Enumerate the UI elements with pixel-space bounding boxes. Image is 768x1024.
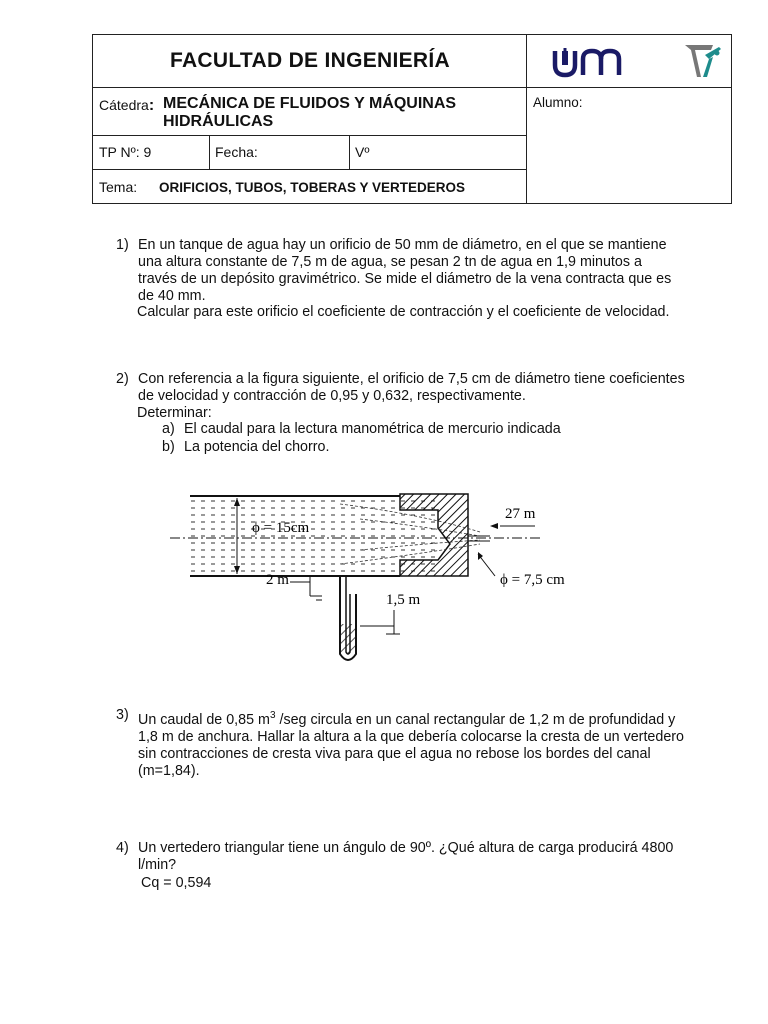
problem-2-text [138,371,730,405]
divider [349,135,350,169]
problem-4-coefficient: Cq = 0,594 [141,875,212,891]
orifice-figure [160,484,580,674]
problem-1-number: 1) [116,237,129,253]
catedra-line-1: MECÁNICA DE FLUIDOS Y MÁQUINAS [163,95,457,112]
problem-3-number: 3) [116,707,129,723]
orifice-diameter-label: ϕ = 7,5 cm [500,572,565,588]
problem-2-number: 2) [116,371,129,387]
faculty-title: FACULTAD DE INGENIERÍA [170,49,450,72]
tema-label: Tema: [99,179,138,195]
catedra-line-2: HIDRÁULICAS [163,113,274,130]
text-line: sin contracciones de cresta viva para que el agua no rebose los bordes del canal [138,745,651,762]
text-line: 1,8 m de anchura. Hallar la altura a la que debería colocarse la cresta de un vertedero [138,728,684,745]
text-line: Con referencia a la figura siguiente, el orificio de 7,5 cm de diámetro tiene coeficientes [138,371,685,387]
pipe-diameter-label: ϕ = 15cm [252,520,310,536]
text-line: de velocidad y contracción de 0,95 y 0,632, respectivamente. [138,388,526,404]
text-line: l/min? [138,857,177,873]
text-line: través de un depósito gravimétrico. Se mide el diámetro de la vena contracta que es [138,271,672,287]
tp-label: TP Nº: 9 [99,144,152,160]
faculty-logo [683,43,723,81]
height-1-5m-label: 1,5 m [386,592,421,608]
item-b-text: La potencia del chorro. [184,439,330,455]
text-line: de 40 mm. [138,288,206,304]
divider [209,135,210,169]
height-27-label: 27 m [505,506,536,522]
item-a-label: a) [162,421,175,437]
item-a-text: El caudal para la lectura manométrica de mercurio indicada [184,421,561,437]
header-table [92,34,732,204]
catedra-value [163,95,523,131]
height-2m-label: 2 m [266,572,289,588]
visto-label: Vº [355,144,370,160]
alumno-label: Alumno: [533,95,583,110]
university-logo [551,45,635,79]
problem-4-text [138,840,730,874]
divider [93,87,731,88]
tema-value: ORIFICIOS, TUBOS, TOBERAS Y VERTEDEROS [159,180,466,195]
fecha-label: Fecha: [215,144,258,160]
text-line: En un tanque de agua hay un orificio de 50 mm de diámetro, en el que se mantiene [138,237,667,253]
text-line: una altura constante de 7,5 m de agua, se pesan 2 tn de agua en 1,9 minutos a [138,254,642,270]
problem-3-text [138,707,730,780]
problem-1-text [138,237,730,305]
catedra-label: Cátedra: [99,97,155,114]
text-line: Un caudal de 0,85 $m^3$ /seg circula en un canal rectangular de 1,2 m de profundidad y [138,710,676,728]
determinar-label: Determinar: [137,405,212,421]
text-line: (m=1,84). [138,762,200,779]
item-b-label: b) [162,439,175,455]
pipe-water [190,498,435,574]
problem-4-number: 4) [116,840,129,856]
divider [93,169,527,170]
text-line: Un vertedero triangular tiene un ángulo de 90º. ¿Qué altura de carga producirá 4800 [138,840,674,856]
problem-1-question: Calcular para este orificio el coeficiente de contracción y el coeficiente de velocidad. [137,304,670,320]
divider [93,135,527,136]
